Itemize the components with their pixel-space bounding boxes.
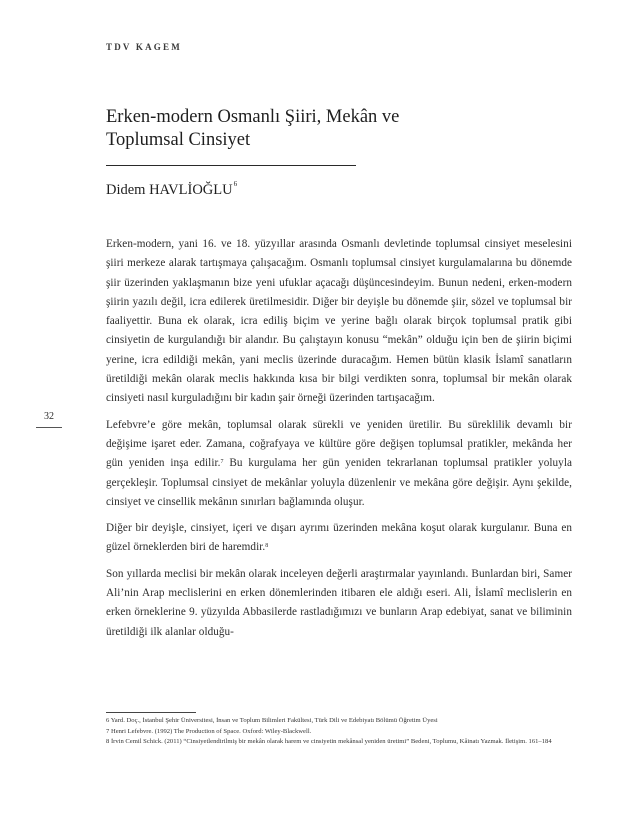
- page-number-divider: [36, 427, 62, 428]
- footnotes: [106, 716, 572, 748]
- page-number: 32: [44, 411, 54, 422]
- body-paragraph: [106, 235, 572, 409]
- article-title: [106, 106, 526, 152]
- author-name-text: Didem HAVLİOĞLU: [106, 182, 233, 198]
- footnote-ref[interactable]: 8: [265, 543, 269, 550]
- body-paragraph: [106, 416, 572, 512]
- paragraph-text: Diğer bir deyişle, cinsiyet, içeri ve dışarı ayrımı üzerinden mekâna koşut olarak kurgulanır. Buna en güzel örneklerden biri de haremdir.: [106, 522, 572, 554]
- title-divider: [106, 165, 356, 166]
- article-title-line-2: Toplumsal Cinsiyet: [106, 130, 251, 150]
- article-body: [106, 235, 572, 649]
- footnote-item: 8 İrvin Cemil Schick. (2011) “Cinsiyetlendirilmiş bir mekân olarak harem ve cinsiyetin mekânsal yeniden üretimi” Bedeni, Toplumu, Kâinatı Yazmak. İletişim. 161–184: [106, 738, 552, 746]
- footnote-item: 6 Yard. Doç., İstanbul Şehir Üniversitesi, İnsan ve Toplum Bilimleri Fakültesi, Türk Dili ve Edebiyatı Bölümü Öğretim Üyesi: [106, 717, 438, 724]
- footnote-divider: [106, 712, 196, 713]
- author-footnote-ref[interactable]: 6: [233, 180, 238, 188]
- paragraph-text: Bu kurgulama her gün yeniden tekrarlanan toplumsal pratikler yoluyla gerçekleşir. Toplumsal cinsiyet de mekânlar yoluyla düzenlenir ve mekâna göre değişir. Aynı şekilde, cinsiyet ve cinsellik mekânın sınırları bağlamında oluşur.: [106, 457, 572, 508]
- article-title-line-1: Erken-modern Osmanlı Şiiri, Mekân ve: [106, 107, 400, 127]
- body-paragraph: [106, 519, 572, 558]
- paragraph-text: Lefebvre’e göre mekân, toplumsal olarak sürekli ve yeniden üretilir. Bu süreklilik devamlı bir değişime işaret eder. Zamana, coğrafyaya ve kültüre göre değişen toplumsal pratikler, mekânda her gün yeniden inşa edilir.: [106, 418, 572, 470]
- paragraph-text: Erken-modern, yani 16. ve 18. yüzyıllar arasında Osmanlı devletinde toplumsal cinsiyet meselesini şiiri merkeze alarak tartışmaya çalışacağım. Osmanlı toplumsal cinsiyet kurgulamalarına bu dönemde şiir üzerinden yaklaşmanın bize yeni ufuklar açacağı düşüncesindeyim. Bunun nedeni, erken-modern şiirin yazılı değil, icra edilerek üretilmesidir. Diğer bir deyişle bu dönemde şiir, sözel ve toplumsal bir faaliyettir. Buna ek olarak, icra ediliş biçim ve yerine bağlı olarak birçok toplumsal pratik gibi cinsiyetin de kurgulandığı bir alandır. Bu çalıştayın konusu “mekân” olduğu için ben de şiirin biçimi yerine, icra edildiği mekân, yani meclis üzerinde duracağım. Hemen bütün klasik İslamî sanatların üretildiği mekân olarak meclis hakkında kısa bir bilgi verdikten sonra, toplumsal bir mekân olarak cinsiyeti nasıl kurguladığını bir kadın şair örneği üzerinden tartışacağım.: [106, 238, 572, 405]
- footnote-ref[interactable]: 7: [220, 459, 224, 466]
- author-name: [106, 182, 237, 199]
- footnote-item: 7 Henri Lefebvre. (1992) The Production of Space. Oxford: Wiley-Blackwell.: [106, 727, 312, 735]
- running-header: TDV KAGEM: [106, 42, 182, 52]
- paragraph-text: Son yıllarda meclisi bir mekân olarak inceleyen değerli araştırmalar yayınlandı. Bunlardan biri, Samer Ali’nin Arap meclislerini en erken dönemlerinden itibaren ele aldığı eseri. Ali, İslamî meclislerin en erken örneklerine 9. yüzyılda Abbasilerde rastladığımızı ve bunların Arap edebiyat, sanat ve biliminin üretildiği ilk alanlar olduğu-: [106, 567, 572, 638]
- body-paragraph: [106, 565, 572, 642]
